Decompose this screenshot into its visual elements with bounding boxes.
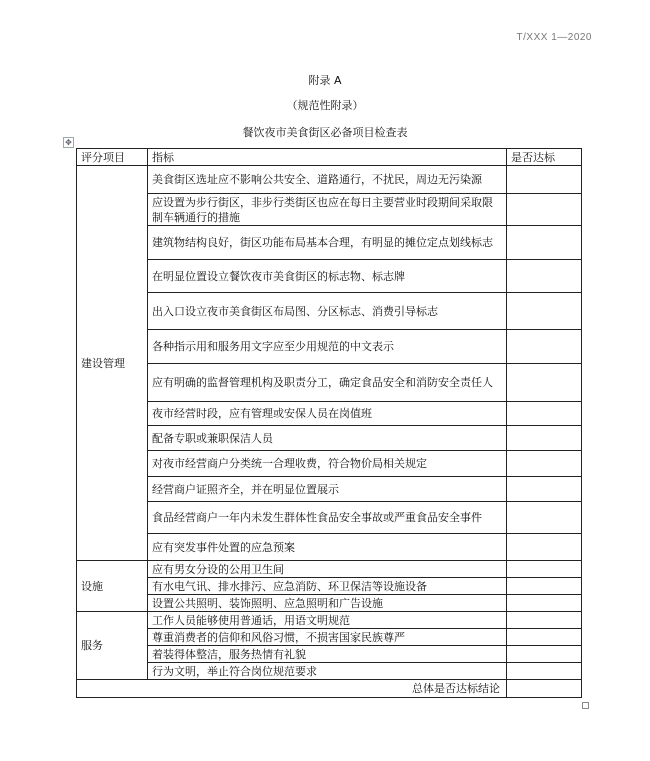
- indicator-cell: 设置公共照明、装饰照明、应急照明和广告设施: [148, 595, 507, 612]
- inspection-table: [76, 148, 582, 698]
- compliance-cell[interactable]: [507, 330, 582, 364]
- header-indicator: 指标: [148, 149, 507, 166]
- table-row: [77, 330, 582, 364]
- indicator-cell: 对夜市经营商户分类统一合理收费，符合物价局相关规定: [148, 451, 507, 477]
- conclusion-row: [77, 680, 582, 698]
- table-row: [77, 477, 582, 502]
- table-row: [77, 194, 582, 226]
- table-title: 餐饮夜市美食街区必备项目检查表: [242, 126, 408, 139]
- indicator-cell: 应有男女分设的公用卫生间: [148, 561, 507, 578]
- indicator-cell: 出入口设立夜市美食街区布局图、分区标志、消费引导标志: [148, 293, 507, 330]
- indicator-cell: 美食街区选址应不影响公共安全、道路通行，不扰民，周边无污染源: [148, 166, 507, 194]
- indicator-cell: 在明显位置设立餐饮夜市美食街区的标志物、标志牌: [148, 260, 507, 293]
- compliance-cell[interactable]: [507, 578, 582, 595]
- table-row: [77, 293, 582, 330]
- header-category: 评分项目: [77, 149, 148, 166]
- table-header-row: [77, 149, 582, 166]
- indicator-cell: 有水电气讯、排水排污、应急消防、环卫保洁等设施设备: [148, 578, 507, 595]
- indicator-cell: 经营商户证照齐全，并在明显位置展示: [148, 477, 507, 502]
- appendix-title: 附录 A: [308, 74, 342, 87]
- appendix-type: （规范性附录）: [286, 99, 364, 112]
- compliance-cell[interactable]: [507, 426, 582, 451]
- indicator-cell: 着装得体整洁，服务热情有礼貌: [148, 646, 507, 663]
- compliance-cell[interactable]: [507, 451, 582, 477]
- table-resize-handle-icon[interactable]: [582, 702, 589, 709]
- compliance-cell[interactable]: [507, 194, 582, 226]
- conclusion-label: 总体是否达标结论: [77, 680, 507, 698]
- compliance-cell[interactable]: [507, 663, 582, 680]
- table-row: [77, 646, 582, 663]
- conclusion-cell[interactable]: [507, 680, 582, 698]
- table-row: [77, 578, 582, 595]
- compliance-cell[interactable]: [507, 561, 582, 578]
- table-row: [77, 260, 582, 293]
- table-row: [77, 402, 582, 426]
- table-row: [77, 502, 582, 534]
- table-row: [77, 166, 582, 194]
- table-row: [77, 426, 582, 451]
- compliance-cell[interactable]: [507, 629, 582, 646]
- indicator-cell: 建筑物结构良好，街区功能布局基本合理，有明显的摊位定点划线标志: [148, 226, 507, 260]
- indicator-cell: 应有明确的监督管理机构及职责分工，确定食品安全和消防安全责任人: [148, 364, 507, 402]
- compliance-cell[interactable]: [507, 502, 582, 534]
- compliance-cell[interactable]: [507, 612, 582, 629]
- compliance-cell[interactable]: [507, 293, 582, 330]
- table-row: [77, 364, 582, 402]
- table-row: [77, 629, 582, 646]
- header-compliance: 是否达标: [507, 149, 582, 166]
- table-row: [77, 226, 582, 260]
- compliance-cell[interactable]: [507, 402, 582, 426]
- indicator-cell: 尊重消费者的信仰和风俗习惯，不损害国家民族尊严: [148, 629, 507, 646]
- compliance-cell[interactable]: [507, 166, 582, 194]
- table-row: [77, 561, 582, 578]
- indicator-cell: 应有突发事件处置的应急预案: [148, 534, 507, 561]
- table-row: [77, 451, 582, 477]
- table-move-handle-icon[interactable]: ✥: [63, 137, 74, 148]
- compliance-cell[interactable]: [507, 226, 582, 260]
- document-code: T/XXX 1—2020: [516, 32, 592, 43]
- indicator-cell: 工作人员能够使用普通话，用语文明规范: [148, 612, 507, 629]
- compliance-cell[interactable]: [507, 595, 582, 612]
- compliance-cell[interactable]: [507, 534, 582, 561]
- compliance-cell[interactable]: [507, 260, 582, 293]
- indicator-cell: 夜市经营时段，应有管理或安保人员在岗值班: [148, 402, 507, 426]
- indicator-cell: 行为文明，举止符合岗位规范要求: [148, 663, 507, 680]
- indicator-cell: 配备专职或兼职保洁人员: [148, 426, 507, 451]
- compliance-cell[interactable]: [507, 646, 582, 663]
- category-cell: 建设管理: [77, 166, 148, 561]
- compliance-cell[interactable]: [507, 364, 582, 402]
- table-row: [77, 595, 582, 612]
- table-row: [77, 534, 582, 561]
- compliance-cell[interactable]: [507, 477, 582, 502]
- table-row: [77, 612, 582, 629]
- indicator-cell: 应设置为步行街区，非步行类街区也应在每日主要营业时段期间采取限制车辆通行的措施: [148, 194, 507, 226]
- indicator-cell: 食品经营商户一年内未发生群体性食品安全事故或严重食品安全事件: [148, 502, 507, 534]
- table-row: [77, 663, 582, 680]
- category-cell: 服务: [77, 612, 148, 680]
- indicator-cell: 各种指示用和服务用文字应至少用规范的中文表示: [148, 330, 507, 364]
- category-cell: 设施: [77, 561, 148, 612]
